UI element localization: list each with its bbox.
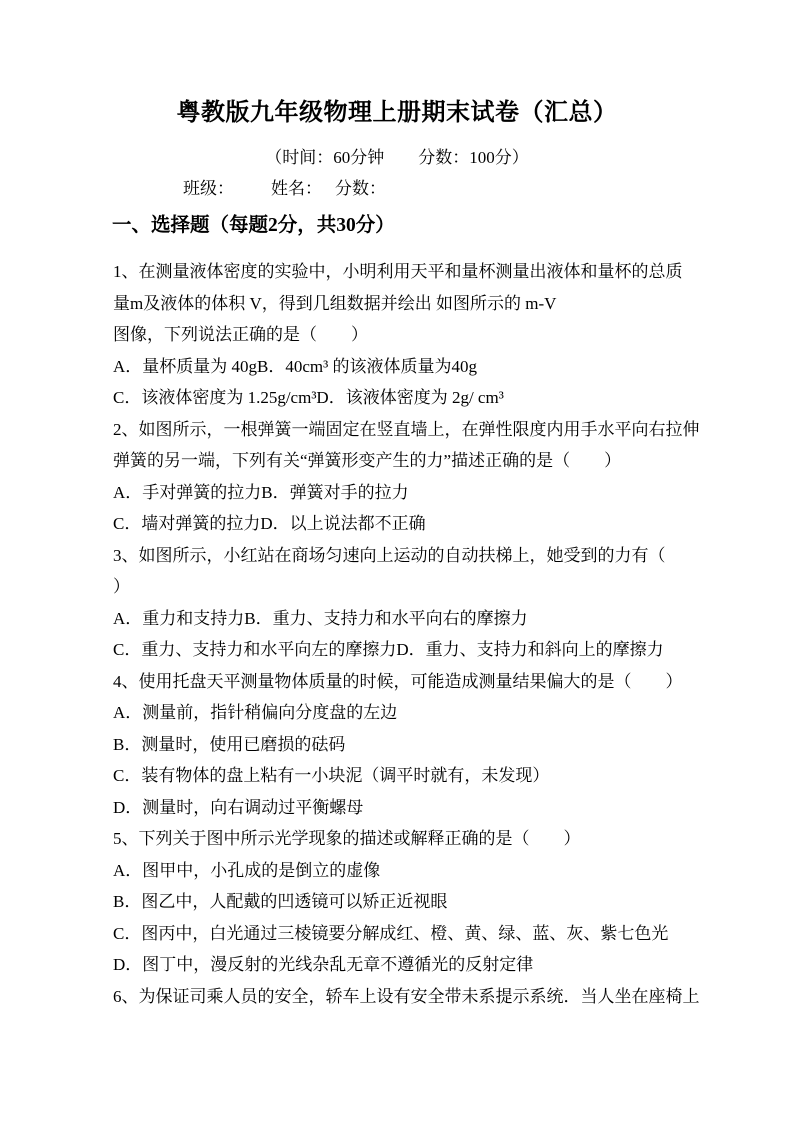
q2-line-2: 弹簧的另一端，下列有关“弹簧形变产生的力”描述正确的是（ ） [113,451,622,470]
q5-option-d: D．图丁中，漫反射的光线杂乱无章不遵循光的反射定律 [113,955,534,974]
question-3 [113,540,716,666]
name-label: 姓名： [271,179,322,198]
q2-line-1: 2、如图所示，一根弹簧一端固定在竖直墙上，在弹性限度内用手水平向右拉伸 [113,419,700,439]
q1-options-cd: C．该液体密度为 1.25g/cm³D．该液体密度为 2g/ cm³ [113,388,504,407]
q6-line-1: 6、为保证司乘人员的安全，轿车上设有安全带未系提示系统．当人坐在座椅上 [113,986,700,1006]
q3-options-cd: C．重力、支持力和水平向左的摩擦力D．重力、支持力和斜向上的摩擦力 [113,640,664,659]
q5-option-b: B．图乙中，人配戴的凹透镜可以矫正近视眼 [113,892,448,911]
q3-line-2: ） [113,577,130,596]
question-2 [113,414,716,540]
q2-options-cd: C．墙对弹簧的拉力D．以上说法都不正确 [113,514,426,533]
q5-option-c: C．图丙中，白光通过三棱镜要分解成红、橙、黄、绿、蓝、灰、紫七色光 [113,923,669,943]
page-title: 粤教版九年级物理上册期末试卷（汇总） [176,100,618,126]
q2-options-ab: A．手对弹簧的拉力B．弹簧对手的拉力 [113,482,409,502]
question-1 [113,256,716,414]
question-5 [113,823,716,981]
questions-container [0,256,794,1012]
q1-options-ab: A．量杯质量为 40gB．40cm³ 的该液体质量为40g [113,356,477,376]
q5-option-a: A．图甲中，小孔成的是倒立的虚像 [113,860,381,880]
class-label: 班级： [183,179,234,198]
q4-option-b: B．测量时，使用已磨损的砝码 [113,734,346,754]
student-info-line [0,178,794,200]
q5-line-1: 5、下列关于图中所示光学现象的描述或解释正确的是（ ） [113,829,581,848]
q4-option-a: A．测量前，指针稍偏向分度盘的左边 [113,703,398,722]
q3-line-1: 3、如图所示，小红站在商场匀速向上运动的自动扶梯上，她受到的力有（ [113,545,666,565]
q3-options-ab: A．重力和支持力B．重力、支持力和水平向右的摩擦力 [113,608,528,628]
q4-option-c: C．装有物体的盘上粘有一小块泥（调平时就有，未发现） [113,766,550,785]
score-label: 分数： [335,179,386,198]
q4-line-1: 4、使用托盘天平测量物体质量的时候，可能造成测量结果偏大的是（ ） [113,671,683,691]
question-6 [113,981,716,1013]
question-4 [113,666,716,824]
q1-line-3: 图像，下列说法正确的是（ ） [113,325,368,344]
q1-line-1: 1、在测量液体密度的实验中，小明利用天平和量杯测量出液体和量杯的总质 [113,262,683,281]
q1-line-2: 量m及液体的体积 V，得到几组数据并绘出 如图所示的 m-V [113,293,557,313]
section-heading-choice-questions: 一、选择题（每题2分，共30分） [112,215,395,236]
q4-option-d: D．测量时，向右调动过平衡螺母 [113,797,364,817]
exam-meta-line: （时间：60分钟 分数：100分） [265,148,529,167]
